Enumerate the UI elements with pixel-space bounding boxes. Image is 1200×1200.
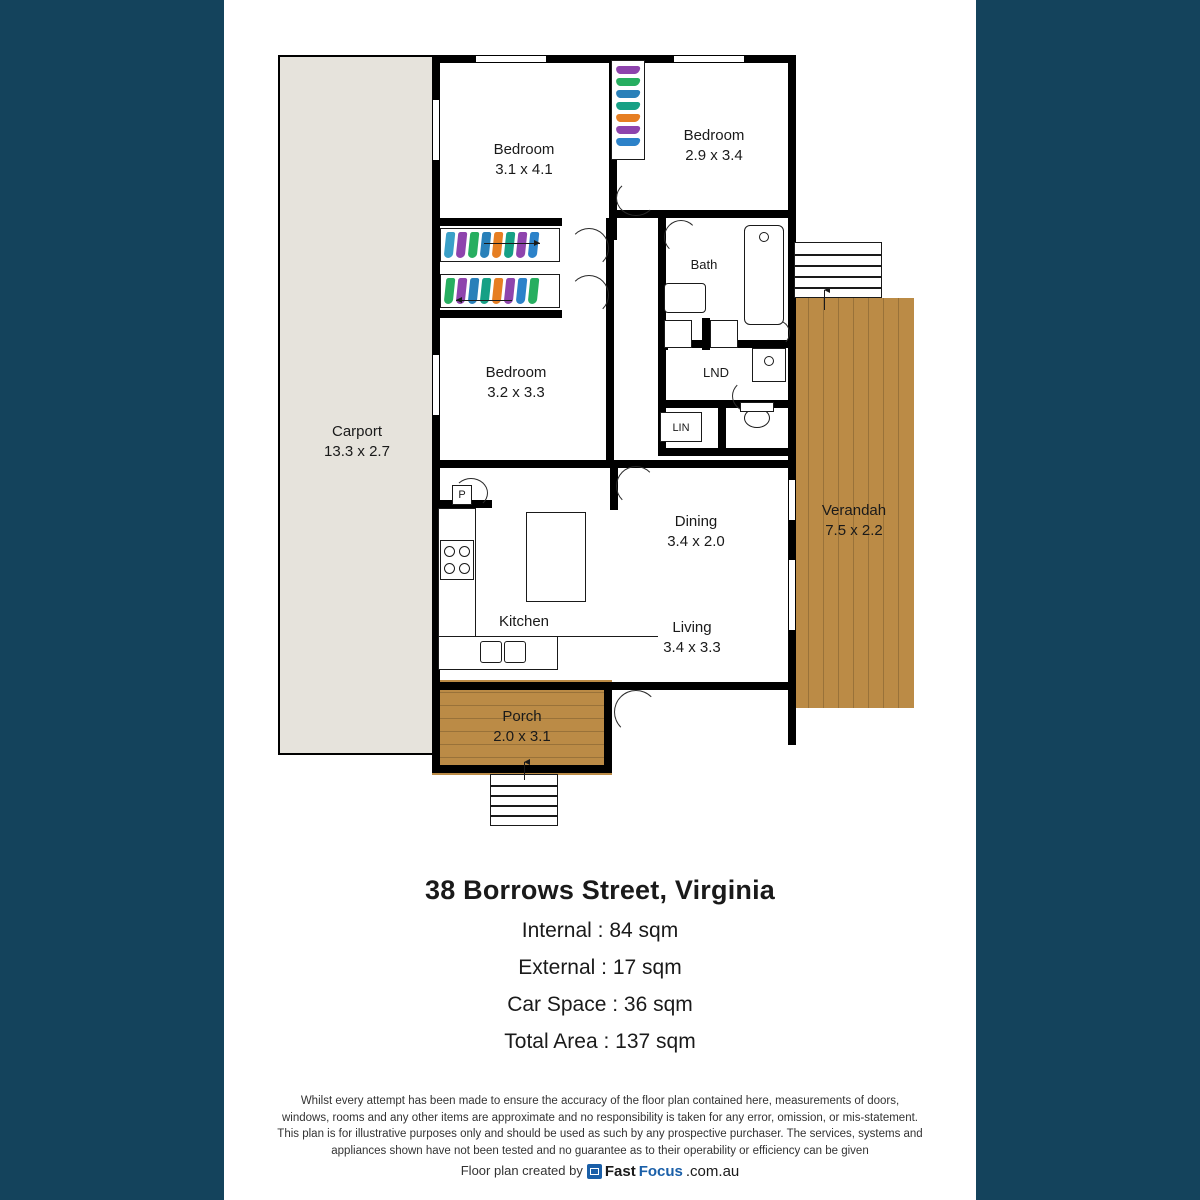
exterior-wall-south-jog [432, 682, 440, 772]
room-label-lin [660, 421, 702, 436]
room-name: Bedroom [485, 364, 547, 381]
cooktop-burner-4 [459, 563, 470, 574]
area-car-space: Car Space : 36 sqm [507, 993, 693, 1016]
sink-bowl-right [504, 641, 526, 663]
room-label-kitchen [464, 612, 584, 632]
cooktop-burner-3 [444, 563, 455, 574]
title-block [224, 875, 976, 1054]
window-bed1-west [433, 100, 439, 160]
wall-bed3-east [606, 318, 614, 468]
room-label-living [612, 618, 772, 659]
wall-lnd-west [658, 348, 666, 408]
kitchen-island [526, 512, 586, 602]
room-label-bedroom-1 [444, 140, 604, 181]
vanity-bath [664, 283, 706, 313]
wall-bed1-south [432, 218, 562, 226]
area-internal: Internal : 84 sqm [521, 919, 679, 942]
room-label-bedroom-3 [436, 363, 596, 404]
room-label-porch [442, 707, 602, 748]
room-name: Porch [502, 708, 542, 725]
room-dimensions: 3.1 x 4.1 [495, 161, 553, 179]
disclaimer-block [276, 1093, 924, 1182]
sink-bowl-left [480, 641, 502, 663]
credit-line [461, 1161, 740, 1183]
wardrobe-slide-arrow-b [456, 300, 512, 301]
laundry-tub [664, 320, 692, 348]
washing-machine [710, 320, 738, 348]
camera-icon [587, 1164, 602, 1179]
wall-bed3-south [432, 460, 614, 468]
porch-wall-bottom [432, 765, 612, 773]
credit-prefix: Floor plan created by [460, 1163, 583, 1179]
porch-wall-right [604, 682, 612, 772]
room-label-carport [279, 422, 435, 463]
carport-wall-top [278, 55, 436, 57]
carport-area [278, 55, 436, 755]
carport-wall-left [278, 55, 280, 755]
room-name: LND [702, 365, 729, 380]
room-dimensions: 7.5 x 2.2 [825, 522, 883, 540]
porch-entry-arrow [524, 762, 525, 780]
disclaimer-text: Whilst every attempt has been made to ensure the accuracy of the floor plan contained here, measurements of doors, windows, rooms and any other items are approximate and no responsibility is taken for any error, omission, or mis-statement. This plan is for illustrative purposes only and should be used as such by any prospective purchaser. The services, systems and appliances shown have not been tested and no guarantee as to their operability or efficiency can be given [277, 1095, 923, 1158]
cooktop-burner-1 [444, 546, 455, 557]
room-label-dining [616, 512, 776, 553]
room-name: Bedroom [683, 127, 745, 144]
wall-bed1-south2 [432, 310, 562, 318]
room-label-verandah [792, 501, 916, 542]
room-dimensions: 3.2 x 3.3 [487, 384, 545, 402]
room-name: Carport [331, 423, 383, 440]
exterior-wall-south [432, 682, 796, 690]
window-living-east [789, 560, 795, 630]
door-porch-entry [614, 690, 658, 734]
area-total: Total Area : 137 sqm [504, 1030, 696, 1053]
room-dimensions: 3.4 x 2.0 [667, 533, 725, 551]
verandah-entry-arrow [824, 290, 825, 310]
room-name: Dining [674, 513, 718, 530]
cooktop-burner-2 [459, 546, 470, 557]
room-name: LIN [672, 422, 690, 434]
door-bed1 [569, 228, 609, 268]
brand-part-3: .com.au [685, 1162, 740, 1180]
floor-plan-drawing [224, 0, 976, 840]
property-address: 38 Borrows Street, Virginia [424, 875, 776, 905]
floorplan-sheet [224, 0, 976, 1200]
window-bed2-north [674, 56, 744, 62]
room-dimensions: 2.9 x 3.4 [685, 147, 743, 165]
cooktop [440, 540, 474, 580]
room-name: Bath [690, 257, 718, 272]
wall-lnd-divider2 [702, 318, 710, 350]
room-dimensions: 13.3 x 2.7 [324, 443, 390, 461]
door-bed3 [569, 275, 609, 315]
shower-head [764, 356, 774, 366]
wardrobe-slide-arrow-a [484, 243, 540, 244]
room-dimensions: 3.4 x 3.3 [663, 639, 721, 657]
area-external: External : 17 sqm [518, 956, 682, 979]
room-name: Bedroom [493, 141, 555, 158]
room-label-bedroom-2 [634, 126, 794, 167]
brand-part-2: Focus [638, 1162, 683, 1180]
pantry-label: P [458, 489, 466, 501]
door-bed2 [616, 180, 656, 216]
window-bed1-north [476, 56, 546, 62]
verandah-stairs-north [794, 242, 882, 298]
room-name: Kitchen [498, 613, 550, 630]
brand-part-1: Fast [604, 1162, 636, 1180]
wall-wc-divider [718, 408, 726, 456]
room-label-bath [664, 256, 744, 274]
room-dimensions: 2.0 x 3.1 [493, 728, 551, 746]
wardrobe-bed1-a [440, 228, 560, 262]
door-bath [664, 220, 698, 254]
fastfocus-logo[interactable] [587, 1161, 739, 1183]
toilet-cistern [740, 402, 774, 412]
room-label-lnd [676, 364, 756, 382]
bathtub-drain [759, 232, 769, 242]
pantry-marker [452, 485, 472, 505]
door-living-hall [616, 466, 656, 506]
room-name: Living [672, 619, 712, 636]
carport-wall-bottom [278, 753, 436, 755]
porch-stairs-south [490, 774, 558, 826]
room-name: Verandah [821, 502, 887, 519]
